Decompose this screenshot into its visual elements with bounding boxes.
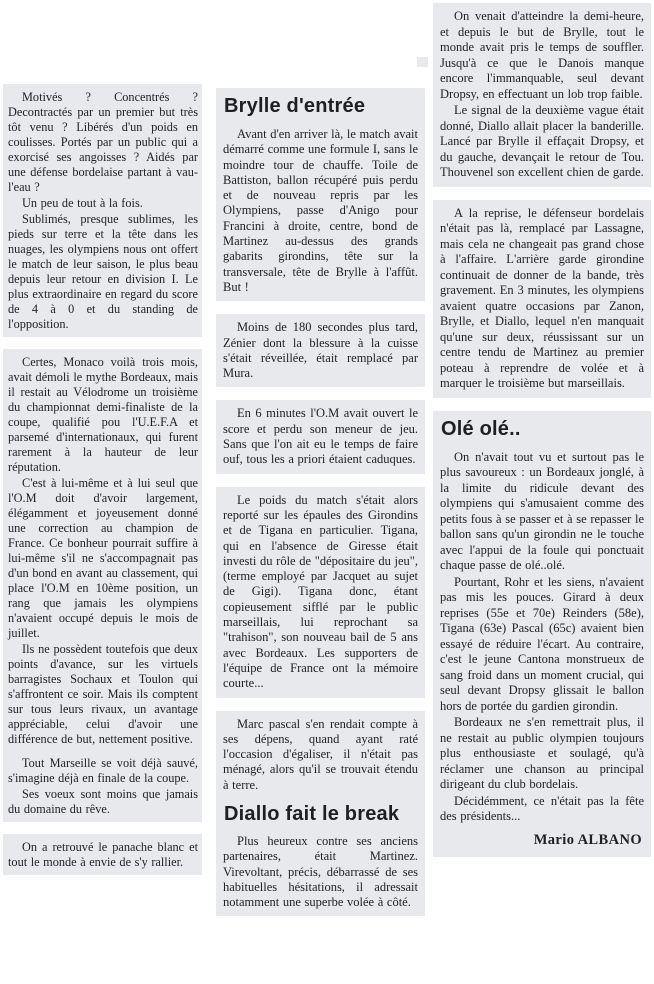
paragraph: Sublimés, presque sublimes, les pieds sur terre et la tête dans les nuages, les olympiens nous ont offert le match de leur saison, le plus beau depuis leur retour en division I. Le plus extraordinaire en regard du score de 4 à 0 et du standing de l'opposition.: [8, 212, 198, 331]
paragraph: Moins de 180 secondes plus tard, Zénier dont la blessure à la cuisse s'était réveillée, était remplacé par Mura.: [223, 320, 418, 381]
author-byline: Mario ALBANO: [533, 831, 642, 848]
paragraph: Ses voeux sont moins que jamais du domaine du rêve.: [8, 787, 198, 816]
paragraph: C'est à lui-même et à lui seul que l'O.M doit d'avoir largement, élégamment et joyeusement donné une correction au champion de France. Ce bonheur pourrait suffire à lui-même s'il ne s'accompagnait pas d'un bond en avant au classement, qui place l'O.M en 10ème position, un rang que jamais les olympiens n'avaient occupé depuis le mois de juillet.: [8, 476, 198, 640]
section-headline-ole: Olé olé..: [441, 417, 521, 440]
paragraph: Marc pascal s'en rendait compte à ses dépens, quand ayant raté l'occasion d'égaliser, il n'était pas ménagé, alors qu'il se trouvait étendu à terre.: [223, 716, 418, 792]
paragraph: Plus heureux contre ses anciens partenaires, était Martinez. Virevoltant, précis, débarrassé de ses habituelles hésitations, il adressait notamment une superbe volée à côté.: [223, 833, 418, 910]
section-headline-brylle: Brylle d'entrée: [224, 95, 366, 117]
left-text-block-2: [3, 349, 202, 822]
paragraph: Motivés ? Concentrés ? Decontractés par un premier but très tôt venu ? Libérés d'un poids en coulisses. Portés par un public qui a exorcisé ses angoisses ? Aidés par une défense bordelaise partant à vau-l'eau ?: [8, 90, 198, 194]
column-right: [433, 3, 651, 857]
paragraph: Tout Marseille se voit déjà sauvé, s'imagine déjà en finale de la coupe.: [8, 756, 198, 785]
paragraph: Certes, Monaco voilà trois mois, avait démoli le mythe Bordeaux, mais il restait au Vélodrome un troisième du championnat demi-finaliste de la coupe, qualifié pou l'U.E.F.A et parsemé d'internationaux, qui furent rarement à la hauteur de leur réputation.: [8, 355, 198, 474]
middle-text-block-1: [216, 88, 425, 301]
middle-text-block-4: [216, 487, 425, 698]
right-text-block-1: [433, 3, 651, 187]
paragraph: En 6 minutes l'O.M avait ouvert le score et perdu son meneur de jeu. Sans que l'on ait eu le temps de faire ouf, tous les a priori étaient caduques.: [223, 406, 418, 467]
scan-artifact-speck: [417, 57, 428, 67]
section-headline-diallo: Diallo fait le break: [224, 802, 400, 825]
paragraph: Ils ne possèdent toutefois que deux points d'avance, sur les virtuels barragistes Sochaux et Toulon qui s'affrontent ce soir. Mais ils comptent sur tous leurs rivaux, un avantage appréciable, celui d'avoir une différence de but, nettement positive.: [8, 642, 198, 746]
paragraph: Pourtant, Rohr et les siens, n'avaient pas mis les pouces. Girard à deux reprises (55e et 70e) Reinders (58e), Tigana (63e) Pascal (65c) avaient bien essayé de réduire l'écart. Au contraire, c'est le jeune Cantona monstrueux de sang froid dans un moment crucial, qui seul devant Dropsy glissait le ballon hors de portée du gardien girondin.: [440, 574, 644, 713]
middle-text-block-5: [216, 711, 425, 917]
right-text-block-2: [433, 200, 651, 398]
paragraph: On venait d'atteindre la demi-heure, et depuis le but de Brylle, tout le monde avait pris le temps de souffler. Jusqu'à ce que le Danois manque encore l'immanquable, seul devant Dropsy, en effectuant un lob trop faible.: [440, 9, 644, 101]
left-text-block-3: [3, 834, 202, 875]
paragraph: Un peu de tout à la fois.: [22, 196, 143, 210]
paragraph: Décidémment, ce n'était pas la fête des présidents...: [440, 793, 644, 823]
middle-text-block-3: [216, 400, 425, 473]
paragraph: Le poids du match s'était alors reporté sur les épaules des Girondins et de Tigana en particulier. Tigana, qui en l'absence de Giresse était investi du rôle de "dépositaire du jeu", (terme employé par Jacquet au sujet de Gigi). Tigana donc, étant copieusement sifflé par le public marseillais, lui reprochant sa "trahison", son nouveau bail de 5 ans avec Bordeaux. Les supporters de l'équipe de France ont la mémoire courte...: [223, 492, 418, 691]
column-left: [3, 84, 202, 875]
paragraph: On n'avait tout vu et surtout pas le plus savoureux : un Bordeaux jonglé, à la limite du ridicule devant des olympiens qui s'amusaient comme des petits fous à se passer et à se repasser le ballon sans qu'un girondin ne le touche avec l'appui de la foule qui ponctuait chaque passe de olé..olé.: [440, 449, 644, 572]
paragraph: A la reprise, le défenseur bordelais n'était pas là, remplacé par Lassagne, mais cela ne changeait pas grand chose à l'affaire. L'arrière garde girondine continuait de donner de la bande, très gravement. En 3 minutes, les olympiens avaient quatre occasions par Zanon, Brylle, et Diallo, lequel n'en manquait qu'une sur deux, réussissant sur un centre tendu de Martinez au premier poteau à reprendre de volée et à marquer le troisième but marseillais.: [440, 205, 644, 390]
paragraph: Bordeaux ne s'en remettrait plus, il ne restait au public olympien toujours plus enthousiaste et soulagé, qu'à réclamer une chanson au principal dirigeant du club bordelais.: [440, 715, 644, 791]
paragraph: Avant d'en arriver là, le match avait démarré comme une formule I, sans le moindre tour de chauffe. Toile de Battiston, ballon récupéré puis perdu et de nouveau repris par les Olympiens, passe d'Anigo pour Francini à droite, centre, bond de Martinez au-dessus des grands gabarits girondins, tête sur la transversale, tête de Brylle à l'affût. But !: [223, 127, 418, 294]
paragraph: Le signal de la deuxième vague était donné, Diallo allait placer la banderille. Lancé par Brylle il effaçait Dropsy, et du gauche, devançait le retour de Tou. Thouvenel son excellent chien de garde.: [440, 103, 644, 179]
middle-text-block-2: [216, 314, 425, 387]
paragraph: On a retrouvé le panache blanc et tout le monde à envie de s'y rallier.: [8, 840, 198, 869]
left-text-block-1: [3, 84, 202, 337]
right-text-block-3: [433, 411, 651, 857]
column-middle: [216, 88, 425, 916]
